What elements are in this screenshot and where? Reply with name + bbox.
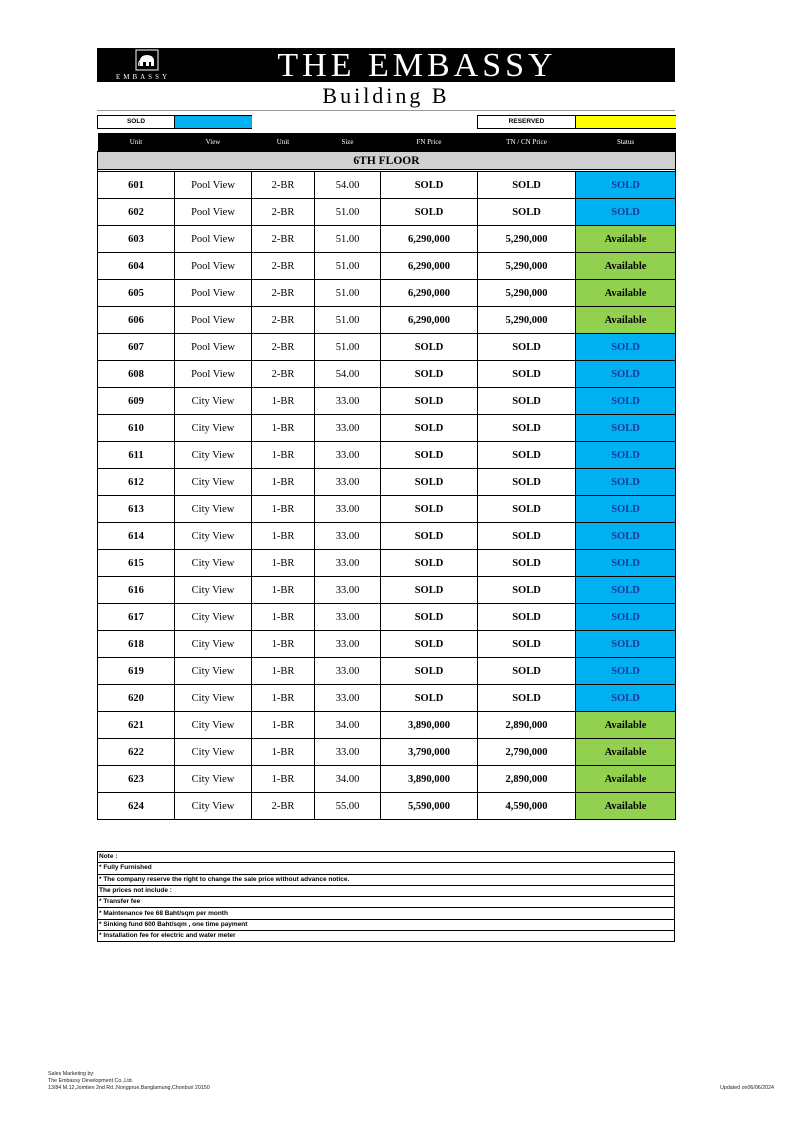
cell-status: Available <box>576 739 676 766</box>
cell-tn-cn-price: 2,790,000 <box>478 739 576 766</box>
cell-view: City View <box>175 739 252 766</box>
cell-size: 54.00 <box>315 172 381 199</box>
cell-view: City View <box>175 442 252 469</box>
footer-line: Sales Marketing by: <box>48 1071 95 1077</box>
cell-tn-cn-price: 2,890,000 <box>478 766 576 793</box>
cell-status: SOLD <box>576 523 676 550</box>
cell-tn-cn-price: SOLD <box>478 604 576 631</box>
col-header-status: Status <box>576 133 676 152</box>
cell-view: City View <box>175 523 252 550</box>
cell-fn-price: SOLD <box>381 604 478 631</box>
cell-tn-cn-price: SOLD <box>478 334 576 361</box>
col-header-view: View <box>175 133 252 152</box>
cell-fn-price: 6,290,000 <box>381 307 478 334</box>
cell-tn-cn-price: SOLD <box>478 496 576 523</box>
footer-line: The Embassy Development Co.,Ltd. <box>48 1078 134 1084</box>
cell-unit-number: 608 <box>98 361 175 388</box>
cell-view: City View <box>175 469 252 496</box>
cell-status: SOLD <box>576 685 676 712</box>
cell-unit-number: 612 <box>98 469 175 496</box>
cell-view: City View <box>175 550 252 577</box>
cell-view: Pool View <box>175 280 252 307</box>
cell-size: 33.00 <box>315 523 381 550</box>
cell-tn-cn-price: 5,290,000 <box>478 280 576 307</box>
cell-view: City View <box>175 793 252 820</box>
note-text: * Fully Furnished <box>98 863 675 874</box>
cell-fn-price: SOLD <box>381 388 478 415</box>
cell-size: 33.00 <box>315 739 381 766</box>
logo-text: EMBASSY <box>115 73 171 81</box>
cell-unit-type: 2-BR <box>252 226 315 253</box>
cell-view: City View <box>175 496 252 523</box>
cell-size: 51.00 <box>315 226 381 253</box>
table-row <box>98 415 676 442</box>
cell-fn-price: SOLD <box>381 415 478 442</box>
cell-fn-price: SOLD <box>381 550 478 577</box>
note-text: * Transfer fee <box>98 897 675 908</box>
table-row <box>98 739 676 766</box>
cell-unit-type: 1-BR <box>252 388 315 415</box>
header-bar <box>97 48 675 82</box>
note-row <box>98 863 675 874</box>
table-row <box>98 253 676 280</box>
cell-view: City View <box>175 685 252 712</box>
cell-status: SOLD <box>576 199 676 226</box>
cell-unit-number: 607 <box>98 334 175 361</box>
cell-unit-number: 617 <box>98 604 175 631</box>
table-row <box>98 469 676 496</box>
cell-view: Pool View <box>175 172 252 199</box>
legend-sold <box>97 115 252 129</box>
cell-unit-number: 618 <box>98 631 175 658</box>
cell-unit-type: 2-BR <box>252 172 315 199</box>
cell-fn-price: SOLD <box>381 577 478 604</box>
header-row <box>98 133 676 152</box>
cell-tn-cn-price: 5,290,000 <box>478 253 576 280</box>
cell-status: SOLD <box>576 631 676 658</box>
note-text: * Installation fee for electric and water meter <box>98 931 675 942</box>
col-header-fn-price: FN Price <box>381 133 478 152</box>
col-header-tn-cn-price: TN / CN Price <box>478 133 576 152</box>
cell-unit-number: 623 <box>98 766 175 793</box>
legend-sold-label: SOLD <box>126 118 146 125</box>
cell-unit-type: 1-BR <box>252 766 315 793</box>
cell-unit-type: 1-BR <box>252 631 315 658</box>
footer-line: 13/84 M.12,Jomtien 2nd Rd.,Nongprue,Banglamung,Chonburi 20150 <box>48 1085 210 1091</box>
cell-status: SOLD <box>576 361 676 388</box>
cell-unit-type: 2-BR <box>252 199 315 226</box>
cell-status: SOLD <box>576 469 676 496</box>
table-row <box>98 172 676 199</box>
cell-size: 55.00 <box>315 793 381 820</box>
cell-size: 33.00 <box>315 658 381 685</box>
cell-tn-cn-price: SOLD <box>478 577 576 604</box>
elephant-logo-icon <box>135 49 159 71</box>
table-row <box>98 523 676 550</box>
cell-unit-type: 1-BR <box>252 577 315 604</box>
cell-unit-type: 1-BR <box>252 550 315 577</box>
cell-view: Pool View <box>175 226 252 253</box>
note-row <box>98 874 675 885</box>
page-title: THE EMBASSY <box>277 47 557 84</box>
cell-unit-number: 624 <box>98 793 175 820</box>
cell-unit-type: 1-BR <box>252 442 315 469</box>
note-text: The prices not include : <box>98 885 675 896</box>
cell-unit-type: 1-BR <box>252 658 315 685</box>
cell-tn-cn-price: SOLD <box>478 631 576 658</box>
cell-size: 33.00 <box>315 496 381 523</box>
table-row <box>98 712 676 739</box>
cell-status: Available <box>576 280 676 307</box>
cell-fn-price: SOLD <box>381 523 478 550</box>
cell-size: 51.00 <box>315 253 381 280</box>
table-row <box>98 280 676 307</box>
cell-view: Pool View <box>175 199 252 226</box>
cell-unit-number: 615 <box>98 550 175 577</box>
cell-unit-number: 613 <box>98 496 175 523</box>
cell-tn-cn-price: 5,290,000 <box>478 307 576 334</box>
cell-size: 33.00 <box>315 550 381 577</box>
cell-view: City View <box>175 766 252 793</box>
cell-unit-type: 1-BR <box>252 523 315 550</box>
cell-size: 33.00 <box>315 442 381 469</box>
cell-unit-type: 1-BR <box>252 469 315 496</box>
cell-status: SOLD <box>576 550 676 577</box>
table-row <box>98 577 676 604</box>
footer-updated-date: Updated on06/06/2024 <box>720 1085 774 1091</box>
col-header-unit: Unit <box>98 133 175 152</box>
cell-size: 33.00 <box>315 631 381 658</box>
floor-label: 6TH FLOOR <box>98 152 676 170</box>
table-row <box>98 361 676 388</box>
legend-reserved-swatch <box>575 116 676 128</box>
cell-tn-cn-price: SOLD <box>478 361 576 388</box>
cell-unit-number: 602 <box>98 199 175 226</box>
cell-tn-cn-price: 4,590,000 <box>478 793 576 820</box>
cell-status: Available <box>576 793 676 820</box>
cell-size: 51.00 <box>315 307 381 334</box>
cell-unit-number: 605 <box>98 280 175 307</box>
cell-status: SOLD <box>576 172 676 199</box>
table-row <box>98 199 676 226</box>
cell-tn-cn-price: SOLD <box>478 550 576 577</box>
cell-size: 51.00 <box>315 280 381 307</box>
cell-tn-cn-price: 5,290,000 <box>478 226 576 253</box>
cell-status: Available <box>576 253 676 280</box>
cell-fn-price: 3,890,000 <box>381 712 478 739</box>
cell-unit-type: 1-BR <box>252 739 315 766</box>
cell-unit-number: 621 <box>98 712 175 739</box>
cell-fn-price: SOLD <box>381 361 478 388</box>
cell-status: Available <box>576 712 676 739</box>
building-subtitle: Building B <box>97 82 675 111</box>
units-table <box>97 133 676 820</box>
cell-fn-price: SOLD <box>381 334 478 361</box>
cell-fn-price: SOLD <box>381 172 478 199</box>
note-text: * Maintenance fee 68 Baht/sqm per month <box>98 908 675 919</box>
cell-fn-price: SOLD <box>381 199 478 226</box>
legend-reserved <box>477 115 676 129</box>
cell-view: City View <box>175 415 252 442</box>
cell-view: Pool View <box>175 253 252 280</box>
col-header-unit-type: Unit <box>252 133 315 152</box>
cell-status: SOLD <box>576 658 676 685</box>
cell-unit-number: 603 <box>98 226 175 253</box>
cell-view: City View <box>175 388 252 415</box>
cell-fn-price: SOLD <box>381 685 478 712</box>
cell-status: SOLD <box>576 334 676 361</box>
cell-size: 33.00 <box>315 685 381 712</box>
cell-unit-type: 1-BR <box>252 604 315 631</box>
cell-tn-cn-price: SOLD <box>478 199 576 226</box>
cell-fn-price: 6,290,000 <box>381 280 478 307</box>
cell-unit-number: 604 <box>98 253 175 280</box>
cell-size: 33.00 <box>315 604 381 631</box>
cell-unit-number: 619 <box>98 658 175 685</box>
cell-fn-price: SOLD <box>381 631 478 658</box>
cell-status: SOLD <box>576 388 676 415</box>
cell-view: City View <box>175 631 252 658</box>
cell-unit-type: 1-BR <box>252 712 315 739</box>
cell-tn-cn-price: SOLD <box>478 442 576 469</box>
cell-fn-price: 6,290,000 <box>381 226 478 253</box>
table-row <box>98 631 676 658</box>
note-row <box>98 885 675 896</box>
cell-size: 33.00 <box>315 388 381 415</box>
legend-reserved-label: RESERVED <box>508 118 545 125</box>
footer-sales-info <box>48 1071 210 1092</box>
cell-fn-price: 3,790,000 <box>381 739 478 766</box>
embassy-logo <box>97 48 189 82</box>
cell-status: Available <box>576 307 676 334</box>
table-row <box>98 496 676 523</box>
cell-size: 33.00 <box>315 469 381 496</box>
cell-view: City View <box>175 712 252 739</box>
legend-sold-swatch <box>174 116 252 128</box>
cell-unit-number: 614 <box>98 523 175 550</box>
cell-size: 34.00 <box>315 712 381 739</box>
cell-status: Available <box>576 226 676 253</box>
cell-status: SOLD <box>576 577 676 604</box>
cell-tn-cn-price: SOLD <box>478 388 576 415</box>
cell-tn-cn-price: SOLD <box>478 469 576 496</box>
cell-unit-type: 2-BR <box>252 253 315 280</box>
cell-size: 34.00 <box>315 766 381 793</box>
cell-fn-price: 5,590,000 <box>381 793 478 820</box>
table-row <box>98 685 676 712</box>
cell-unit-number: 620 <box>98 685 175 712</box>
cell-fn-price: SOLD <box>381 469 478 496</box>
cell-view: City View <box>175 658 252 685</box>
notes-box <box>97 851 675 942</box>
cell-status: Available <box>576 766 676 793</box>
note-text: * The company reserve the right to change the sale price without advance notice. <box>98 874 675 885</box>
cell-unit-type: 2-BR <box>252 334 315 361</box>
cell-view: City View <box>175 577 252 604</box>
cell-fn-price: 6,290,000 <box>381 253 478 280</box>
cell-size: 51.00 <box>315 334 381 361</box>
note-row <box>98 908 675 919</box>
cell-view: Pool View <box>175 307 252 334</box>
cell-size: 54.00 <box>315 361 381 388</box>
cell-tn-cn-price: SOLD <box>478 172 576 199</box>
cell-view: Pool View <box>175 361 252 388</box>
cell-view: City View <box>175 604 252 631</box>
cell-unit-number: 606 <box>98 307 175 334</box>
cell-fn-price: SOLD <box>381 442 478 469</box>
cell-fn-price: SOLD <box>381 496 478 523</box>
cell-view: Pool View <box>175 334 252 361</box>
table-row <box>98 226 676 253</box>
cell-unit-type: 2-BR <box>252 361 315 388</box>
table-row <box>98 658 676 685</box>
note-text: Note : <box>98 852 675 863</box>
col-header-size: Size <box>315 133 381 152</box>
cell-unit-number: 610 <box>98 415 175 442</box>
cell-unit-number: 616 <box>98 577 175 604</box>
cell-size: 33.00 <box>315 577 381 604</box>
cell-status: SOLD <box>576 442 676 469</box>
cell-fn-price: 3,890,000 <box>381 766 478 793</box>
note-text: * Sinking fund 600 Baht/sqm , one time payment <box>98 919 675 930</box>
table-row <box>98 442 676 469</box>
cell-unit-type: 2-BR <box>252 280 315 307</box>
cell-tn-cn-price: SOLD <box>478 658 576 685</box>
cell-unit-number: 601 <box>98 172 175 199</box>
cell-tn-cn-price: SOLD <box>478 523 576 550</box>
table-row <box>98 793 676 820</box>
table-row <box>98 550 676 577</box>
cell-unit-number: 611 <box>98 442 175 469</box>
cell-fn-price: SOLD <box>381 658 478 685</box>
cell-unit-number: 622 <box>98 739 175 766</box>
cell-unit-type: 2-BR <box>252 793 315 820</box>
cell-size: 33.00 <box>315 415 381 442</box>
note-row <box>98 919 675 930</box>
table-row <box>98 604 676 631</box>
cell-unit-number: 609 <box>98 388 175 415</box>
cell-status: SOLD <box>576 415 676 442</box>
note-row <box>98 852 675 863</box>
note-row <box>98 931 675 942</box>
note-row <box>98 897 675 908</box>
cell-status: SOLD <box>576 496 676 523</box>
cell-tn-cn-price: SOLD <box>478 685 576 712</box>
cell-unit-type: 1-BR <box>252 415 315 442</box>
cell-tn-cn-price: 2,890,000 <box>478 712 576 739</box>
table-row <box>98 388 676 415</box>
cell-tn-cn-price: SOLD <box>478 415 576 442</box>
cell-unit-type: 2-BR <box>252 307 315 334</box>
table-row <box>98 307 676 334</box>
table-row <box>98 334 676 361</box>
cell-status: SOLD <box>576 604 676 631</box>
table-row <box>98 766 676 793</box>
cell-unit-type: 1-BR <box>252 685 315 712</box>
cell-unit-type: 1-BR <box>252 496 315 523</box>
cell-size: 51.00 <box>315 199 381 226</box>
